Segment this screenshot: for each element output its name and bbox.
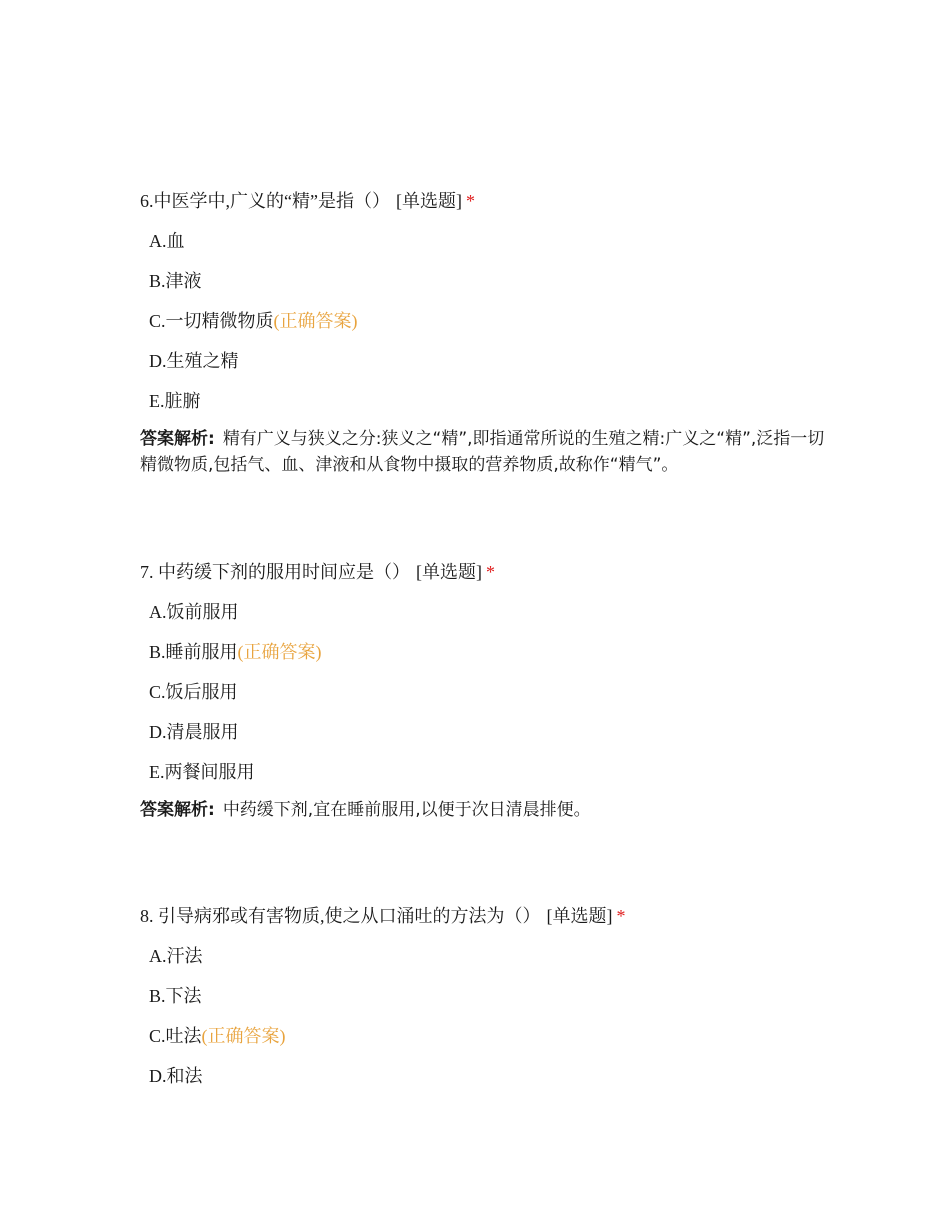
correct-answer-tag: (正确答案) [201,1026,286,1046]
option-text: E.脏腑 [149,391,201,411]
option-list [140,943,626,1089]
question-title [140,903,626,929]
option-a[interactable] [149,943,626,969]
question-8 [140,903,626,1089]
analysis-label: 答案解析: [140,429,215,449]
option-b[interactable] [149,639,591,665]
option-e[interactable] [149,388,830,414]
option-text: D.清晨服用 [149,722,239,742]
question-type: [单选题] [546,906,613,926]
option-text: C.一切精微物质 [149,311,274,331]
option-list [140,228,830,414]
option-text: A.汗法 [149,946,203,966]
question-title [140,559,591,585]
option-d[interactable] [149,719,591,745]
question-title [140,188,830,214]
option-text: C.吐法 [149,1026,202,1046]
question-text: 7. 中药缓下剂的服用时间应是（） [140,562,410,582]
option-text: B.津液 [149,271,202,291]
required-mark: * [465,191,475,211]
option-text: A.饭前服用 [149,602,239,622]
option-d[interactable] [149,1063,626,1089]
option-text: C.饭后服用 [149,682,238,702]
answer-analysis [140,426,830,478]
option-text: B.下法 [149,986,202,1006]
question-7 [140,559,591,823]
analysis-text: 精有广义与狭义之分:狭义之“精”,即指通常所说的生殖之精:广义之“精”,泛指一切精微物质,包括气、血、津液和从食物中摄取的营养物质,故称作“精气”。 [140,429,825,475]
option-text: E.两餐间服用 [149,762,255,782]
option-text: A.血 [149,231,185,251]
option-text: B.睡前服用 [149,642,238,662]
option-text: D.和法 [149,1066,203,1086]
option-b[interactable] [149,983,626,1009]
analysis-text: 中药缓下剂,宜在睡前服用,以便于次日清晨排便。 [222,800,591,820]
option-c[interactable] [149,679,591,705]
question-text: 6.中医学中,广义的“精”是指（） [140,191,390,211]
answer-analysis [140,797,591,823]
required-mark: * [486,562,495,582]
correct-answer-tag: (正确答案) [273,311,358,331]
option-c[interactable] [149,308,830,334]
option-list [140,599,591,785]
option-c[interactable] [149,1023,626,1049]
question-text: 8. 引导病邪或有害物质,使之从口涌吐的方法为（） [140,906,541,926]
question-6 [140,188,830,478]
option-b[interactable] [149,268,830,294]
option-e[interactable] [149,759,591,785]
required-mark: * [616,906,626,926]
question-type: [单选题] [416,562,482,582]
option-a[interactable] [149,228,830,254]
correct-answer-tag: (正确答案) [237,642,322,662]
option-text: D.生殖之精 [149,351,239,371]
option-a[interactable] [149,599,591,625]
option-d[interactable] [149,348,830,374]
analysis-label: 答案解析: [140,800,215,820]
question-type: [单选题] [395,191,462,211]
